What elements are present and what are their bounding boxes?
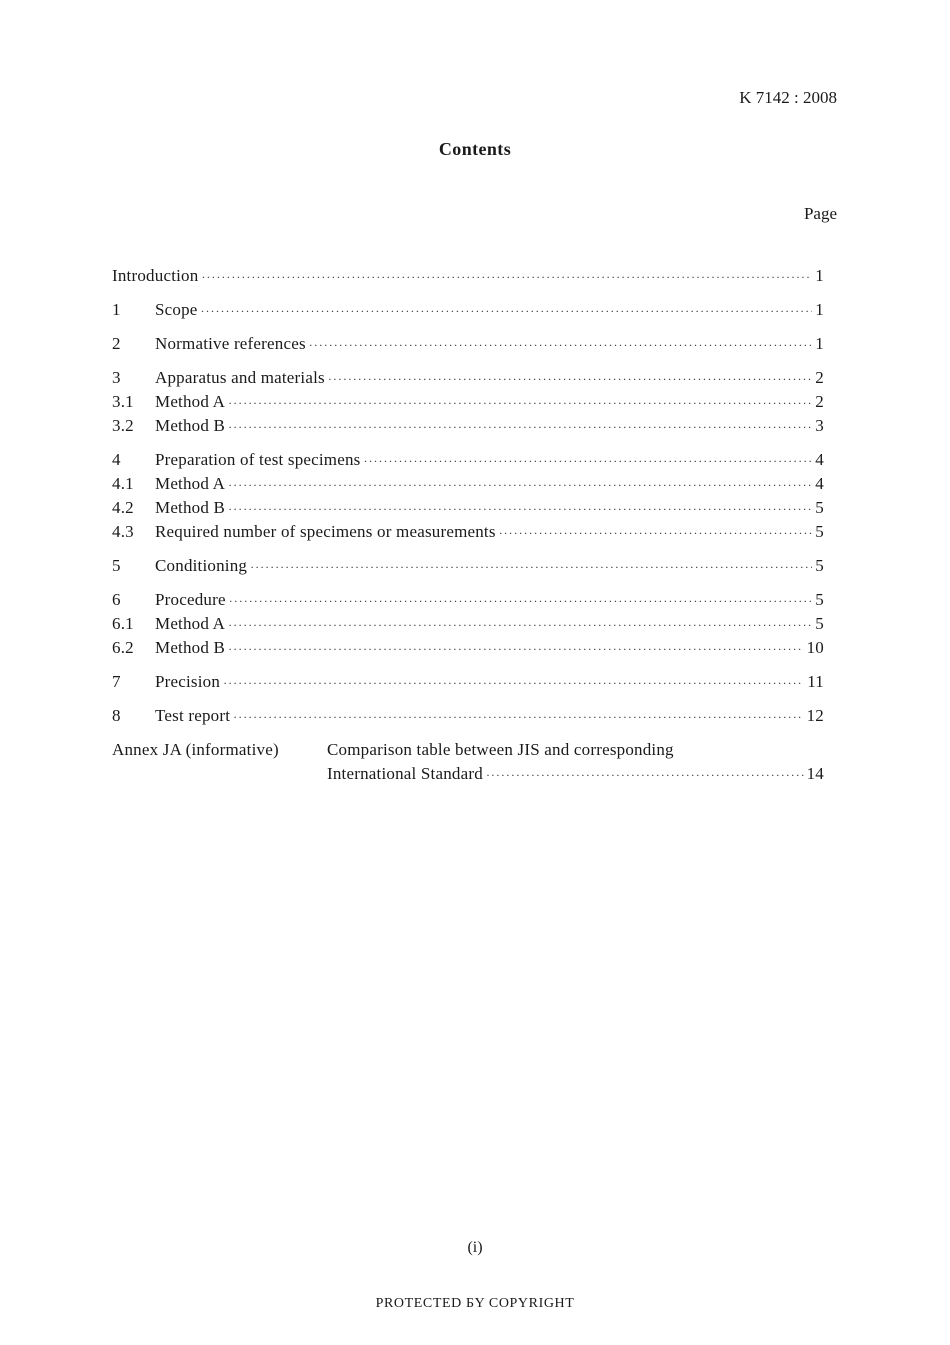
toc-annex-label: Annex JA (informative) [112, 740, 279, 759]
toc-entry-page: 4 [815, 450, 824, 469]
toc-leader-dots [499, 526, 813, 541]
toc-entry-number: 4 [112, 450, 121, 469]
toc-leader-dots [309, 338, 813, 353]
toc-entry[interactable] [112, 556, 824, 580]
toc-entry-number: 6.2 [112, 638, 134, 657]
table-of-contents [112, 266, 824, 788]
toc-entry[interactable] [112, 498, 824, 522]
toc-entry-page: 1 [815, 300, 824, 319]
toc-entry-number: 6.1 [112, 614, 134, 633]
toc-group [112, 334, 824, 358]
toc-annex-title-line1: Comparison table between JIS and corresponding [327, 740, 674, 759]
toc-leader-dots [364, 454, 813, 469]
toc-group [112, 266, 824, 290]
toc-entry-label: Method A [155, 392, 226, 411]
toc-leader-dots [228, 502, 812, 517]
toc-entry-page: 10 [806, 638, 824, 657]
page-number: (i) [467, 1239, 483, 1256]
toc-annex-row-continued[interactable] [112, 764, 824, 788]
toc-leader-dots [228, 618, 812, 633]
toc-entry-page: 5 [815, 590, 824, 609]
toc-entry-label: Preparation of test specimens [155, 450, 361, 469]
toc-group [112, 368, 824, 440]
document-code: K 7142 : 2008 [739, 88, 837, 107]
toc-entry-number: 3 [112, 368, 121, 387]
toc-leader-dots [223, 676, 804, 691]
toc-group [112, 556, 824, 580]
toc-entry[interactable] [112, 590, 824, 614]
toc-entry[interactable] [112, 672, 824, 696]
toc-entry-label: Normative references [155, 334, 306, 353]
toc-entry-label: Procedure [155, 590, 226, 609]
toc-entry-number: 2 [112, 334, 121, 353]
toc-entry-number: 3.1 [112, 392, 134, 411]
toc-entry-number: 7 [112, 672, 121, 691]
toc-entry-page: 3 [815, 416, 824, 435]
toc-group [112, 450, 824, 546]
toc-entry-label: Apparatus and materials [155, 368, 325, 387]
toc-entry-label: Method A [155, 474, 226, 493]
toc-entry[interactable] [112, 266, 824, 290]
toc-annex-page: 14 [806, 764, 824, 783]
toc-entry-number: 5 [112, 556, 121, 575]
toc-groups [112, 266, 824, 730]
toc-leader-dots [486, 768, 804, 783]
toc-entry[interactable] [112, 522, 824, 546]
toc-entry-page: 5 [815, 522, 824, 541]
toc-entry-page: 12 [806, 706, 824, 725]
toc-leader-dots [201, 270, 812, 285]
toc-entry-number: 4.2 [112, 498, 134, 517]
toc-entry-page: 2 [815, 392, 824, 411]
toc-entry[interactable] [112, 334, 824, 358]
toc-group [112, 300, 824, 324]
toc-entry-label: Required number of specimens or measurements [155, 522, 496, 541]
toc-entry-number: 4.3 [112, 522, 134, 541]
toc-leader-dots [228, 420, 812, 435]
toc-entry[interactable] [112, 392, 824, 416]
toc-entry-page: 5 [815, 556, 824, 575]
toc-group [112, 672, 824, 696]
toc-entry[interactable] [112, 614, 824, 638]
toc-entry-label: Method B [155, 638, 226, 657]
toc-entry-page: 4 [815, 474, 824, 493]
toc-leader-dots [229, 594, 813, 609]
toc-entry-label: Method B [155, 416, 226, 435]
toc-entry[interactable] [112, 638, 824, 662]
toc-entry-page: 11 [807, 672, 824, 691]
toc-entry-page: 2 [815, 368, 824, 387]
toc-entry-label: Scope [155, 300, 198, 319]
page-column-heading: Page [803, 204, 837, 223]
toc-group [112, 590, 824, 662]
page-title: Contents [438, 139, 512, 159]
toc-entry[interactable] [112, 300, 824, 324]
toc-group [112, 706, 824, 730]
toc-entry[interactable] [112, 450, 824, 474]
toc-leader-dots [201, 304, 813, 319]
toc-leader-dots [233, 710, 803, 725]
toc-entry-number: 1 [112, 300, 121, 319]
toc-annex-row[interactable] [112, 740, 824, 764]
toc-leader-dots [228, 396, 812, 411]
toc-entry[interactable] [112, 416, 824, 440]
toc-entry-label: Test report [155, 706, 231, 725]
toc-leader-dots [250, 560, 812, 575]
toc-entry[interactable] [112, 474, 824, 498]
toc-leader-dots [328, 372, 812, 387]
toc-entry-page: 1 [815, 334, 824, 353]
toc-entry-page: 1 [815, 266, 824, 285]
toc-entry-number: 8 [112, 706, 121, 725]
toc-entry[interactable] [112, 706, 824, 730]
toc-entry[interactable] [112, 368, 824, 392]
copyright-notice: PROTECTED БY COPYRIGHT [375, 1296, 575, 1311]
toc-entry-number: 4.1 [112, 474, 134, 493]
toc-entry-label: Method B [155, 498, 226, 517]
toc-entry-label: Method A [155, 614, 226, 633]
toc-entry-number: 6 [112, 590, 121, 609]
toc-entry-label: Precision [155, 672, 221, 691]
toc-entry-label: Conditioning [155, 556, 248, 575]
toc-entry-label: Introduction [112, 266, 199, 285]
toc-annex-title-line2: International Standard [327, 764, 483, 783]
toc-entry-page: 5 [815, 614, 824, 633]
toc-entry-page: 5 [815, 498, 824, 517]
toc-leader-dots [228, 478, 812, 493]
toc-leader-dots [228, 642, 804, 657]
toc-entry-number: 3.2 [112, 416, 134, 435]
